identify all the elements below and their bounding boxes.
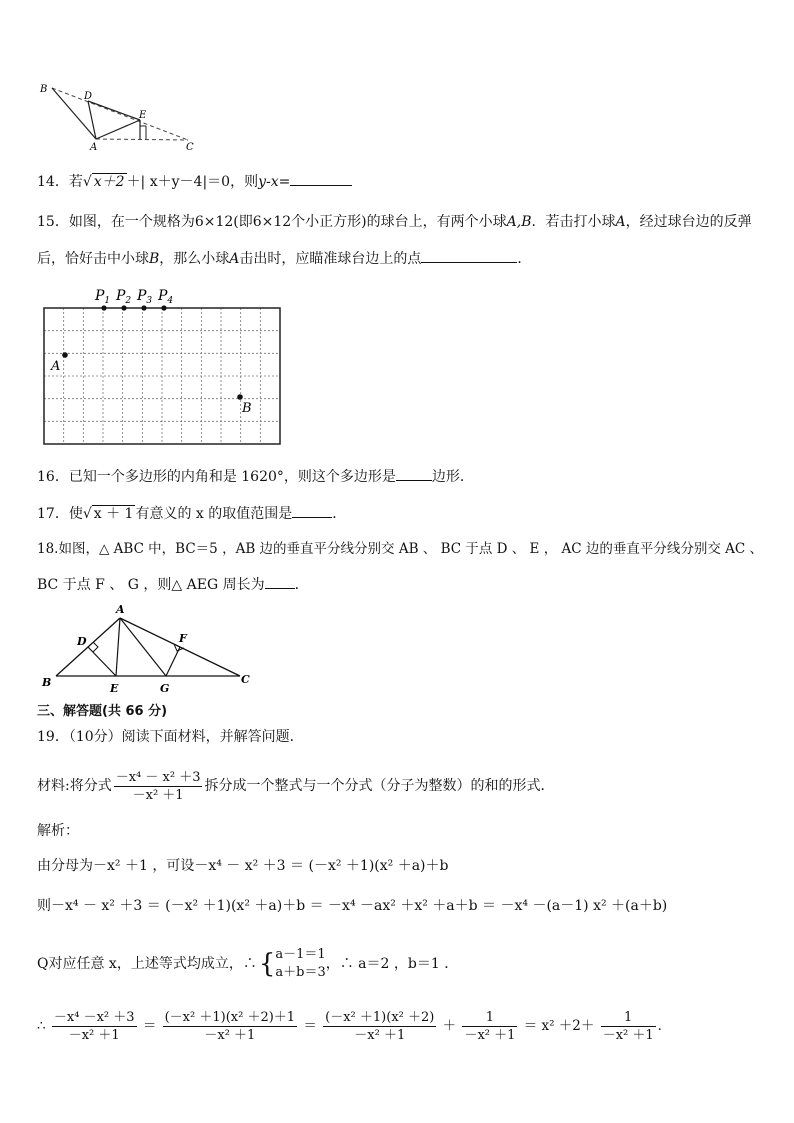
label-ball-a: A xyxy=(51,359,61,374)
question-17: 17．使√ x ＋ 1 有意义的 x 的取值范围是 ． xyxy=(37,503,346,524)
section-3-heading: 三、解答题(共 66 分) xyxy=(37,704,168,719)
label-f: F xyxy=(179,632,187,645)
fraction-3: $\frac{\text{(－x² ＋1)(x² ＋2)}}{\text{－x² ＋1}}$ xyxy=(325,1010,435,1043)
final-equation: ∴ $\frac{\text{－x⁴ －x² ＋3}}{\text{－x² ＋1}}$ ＝ $\frac{\text{(－x² ＋1)(x² ＋2)＋1}}{\text{－x² ＋1}}$ ＝ $\frac{\text{(－x² ＋1)(x² ＋2)}}{\text{－x² ＋1}}$ ＋ $\frac{1}{\text{－x² ＋1}}$ ＝ x² ＋2＋ $\frac{1}{\text{－x² ＋1}}$ ． xyxy=(37,1010,672,1043)
label-e: E xyxy=(139,110,147,121)
since-symbol: Q xyxy=(37,956,49,972)
label-p4: $P_4$ xyxy=(158,288,174,306)
label-p2: $P_2$ xyxy=(116,288,132,306)
answer-blank-18[interactable] xyxy=(265,574,295,589)
label-b: B xyxy=(40,84,48,95)
triangle-figure-13 xyxy=(36,82,206,154)
label-d: D xyxy=(77,635,87,648)
question-16: 16．已知一个多边形的内角和是 1620°，则这个多边形是 边形． xyxy=(37,466,474,487)
question-19-material: 材料:将分式 $\frac{\text{－x⁴ － x² ＋3}}{\text{－x² ＋1}}$ 拆分成一个整式与一个分式（分子为整数）的和的形式． xyxy=(37,769,555,803)
label-d: D xyxy=(84,91,93,102)
analysis-step-2: 则－x⁴ － x² ＋3 ＝ (－x² ＋1)(x² ＋a)＋b ＝ －x⁴ －ax² ＋x² ＋a＋b ＝ －x⁴ －(a－1) x² ＋(a＋b) xyxy=(37,898,668,914)
answer-blank-16[interactable] xyxy=(396,466,432,481)
answer-blank-14[interactable] xyxy=(290,171,352,186)
analysis-label: 解析： xyxy=(37,823,79,839)
fraction-2: $\frac{\text{(－x² ＋1)(x² ＋2)＋1}}{\text{－x² ＋1}}$ xyxy=(164,1010,296,1043)
question-14: 14．若√ x＋2 ＋| x＋y－4|＝0，则y-x= xyxy=(37,171,352,192)
label-c: C xyxy=(186,142,194,153)
analysis-step-1: 由分母为－x² ＋1 ，可设－x⁴ － x² ＋3 ＝ (－x² ＋1)(x² ＋a)＋b xyxy=(37,858,449,874)
billiard-table-figure xyxy=(38,284,288,450)
answer-blank-17[interactable] xyxy=(292,503,332,518)
question-18-line-1: 18.如图，△ ABC 中，BC＝5 ，AB 边的垂直平分线分别交 AB 、 BC 于点 D 、 E ， AC 边的垂直平分线分别交 AC 、 xyxy=(37,541,764,557)
triangle-figure-18 xyxy=(38,600,258,696)
question-15-line-2: 后，恰好击中小球B，那么小球A击出时，应瞄准球台边上的点 ． xyxy=(37,248,531,269)
label-b: B xyxy=(42,676,52,689)
label-p3: $P_3$ xyxy=(137,288,153,306)
label-e: E xyxy=(110,682,119,695)
sqrt-radicand-17: x ＋ 1 xyxy=(93,506,134,522)
question-19-title: 19．（10分）阅读下面材料，并解答问题． xyxy=(37,729,304,745)
label-a: A xyxy=(90,142,98,153)
label-c: C xyxy=(241,673,250,686)
fraction-1: $\frac{\text{－x⁴ －x² ＋3}}{\text{－x² ＋1}}$ xyxy=(53,1010,135,1043)
label-p1: $P_1$ xyxy=(95,288,111,306)
question-15-line-1: 15．如图，在一个规格为6×12(即6×12个小正方形)的球台上，有两个小球A,B．若击打小球A，经过球台边的反弹 xyxy=(37,214,752,230)
brace: { xyxy=(258,949,276,979)
label-g: G xyxy=(160,682,170,695)
answer-blank-15[interactable] xyxy=(421,248,517,263)
analysis-step-3: Q对应任意 x，上述等式均成立，∴{ a－1＝1 a＋b＝3 ，∴ a＝2 ，b＝1 ． xyxy=(37,947,459,980)
question-18-line-2: BC 于点 F 、 G ，则△ AEG 周长为 ． xyxy=(37,574,309,595)
sqrt-radicand: x＋2 xyxy=(93,174,125,190)
label-ball-b: B xyxy=(242,401,252,416)
fraction-4: $\frac{1}{\text{－x² ＋1}}$ xyxy=(464,1010,516,1043)
fraction-5: $\frac{1}{\text{－x² ＋1}}$ xyxy=(602,1010,654,1043)
material-fraction: $\frac{\text{－x⁴ － x² ＋3}}{\text{－x² ＋1}}$ xyxy=(115,769,201,803)
equation-system: a－1＝1 a＋b＝3 xyxy=(275,947,326,980)
label-a: A xyxy=(116,603,125,616)
